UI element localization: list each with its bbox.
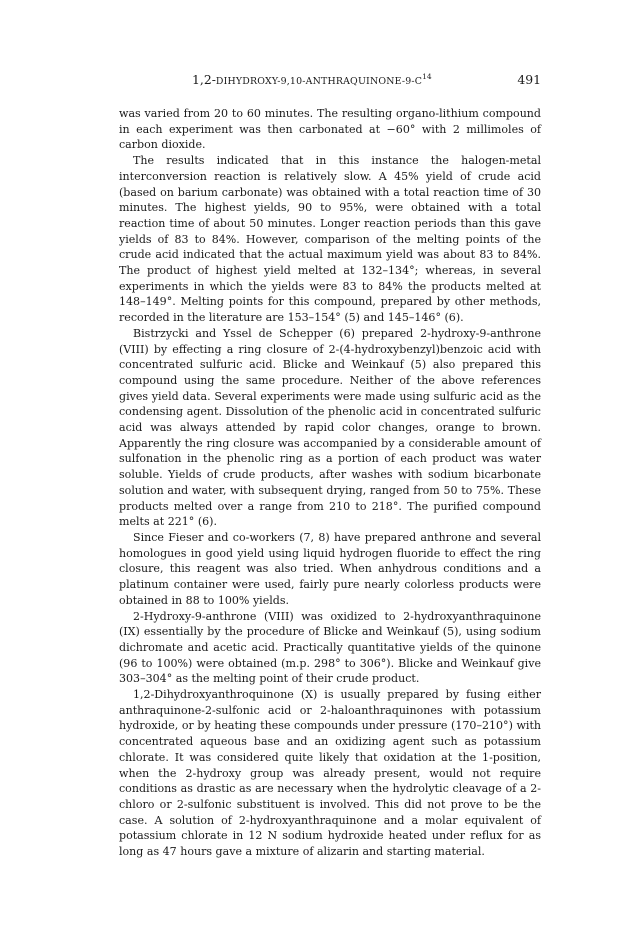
running-title-caps: DIHYDROXY-9,10-ANTHRAQUINONE-9-C [215, 76, 423, 87]
running-head [119, 72, 541, 92]
page-number: 491 [517, 72, 541, 87]
running-title-superscript: 14 [422, 72, 432, 81]
running-title-prefix: 1,2- [192, 72, 216, 87]
paragraph-halogen-metal: The results indicated that in this instance the halogen-metal interconversion reaction is relatively slow. A 45% yield of crude acid (based on barium carbonate) was obtained with a total reaction time of 30 minutes. The highest yields, 90 to 95%, were obtained with a total reaction time of about 50 minutes. Longer reaction periods than this gave yields of 83 to 84%. However, comparison of the melting points of the crude acid indicated that the actual maximum yield was about 83 to 84%. The product of highest yield melted at 132–134°; whereas, in several experiments in which the yields were 83 to 84% the products melted at 148–149°. Melting points for this compound, prepared by other methods, recorded in the literature are 153–154° (5) and 145–146° (6). [119, 154, 541, 325]
paragraph-oxidation: 2-Hydroxy-9-anthrone (VIII) was oxidized to 2-hydroxyanthraquinone (IX) essentially by the procedure of Blicke and Weinkauf (5), using sodium dichromate and acetic acid. Practically quantitative yields of the quinone (96 to 100%) were obtained (m.p. 298° to 306°). Blicke and Weinkauf give 303–304° as the melting point of their crude product. [119, 609, 541, 686]
paragraph-fieser: Since Fieser and co-workers (7, 8) have prepared anthrone and several homologues in good yield using liquid hydrogen fluoride to effect the ring closure, this reagent was also tried. When anhydrous conditions and a platinum container were used, fairly pure nearly colorless products were obtained in 88 to 100% yields. [119, 530, 541, 607]
paragraph-continued: was varied from 20 to 60 minutes. The resulting organo-lithium compound in each experiment was then carbonated at −60° with 2 millimoles of carbon dioxide. [119, 107, 541, 152]
paragraph-dihydroxyanthraquinone: 1,2-Dihydroxyanthroquinone (X) is usually prepared by fusing either anthraquinone-2-sulfonic acid or 2-haloanthraquinones with potassium hydroxide, or by heating these compounds under pressure (170–210°) with concentrated aqueous base and an oxidizing agent such as potassium chlorate. It was considered quite likely that oxidation at the 1-position, when the 2-hydroxy group was already present, would not require conditions as drastic as are necessary when the hydrolytic cleavage of a 2-chloro or 2-sulfonic substituent is involved. This did not prove to be the case. A solution of 2-hydroxyanthraquinone and a molar equivalent of potassium chlorate in 12 N sodium hydroxide heated under reflux for as long as 47 hours gave a mixture of alizarin and starting material. [119, 688, 541, 859]
running-title [192, 72, 432, 87]
body-text [119, 106, 541, 860]
paragraph-bistrzycki: Bistrzycki and Yssel de Schepper (6) prepared 2-hydroxy-9-anthrone (VIII) by effecting a ring closure of 2-(4-hydroxybenzyl)benzoic acid with concentrated sulfuric acid. Blicke and Weinkauf (5) also prepared this compound using the same procedure. Neither of the above references gives yield data. Several experiments were made using sulfuric acid as the condensing agent. Dissolution of the phenolic acid in concentrated sulfuric acid was always attended by rapid color changes, orange to brown. Apparently the ring closure was accompanied by a considerable amount of sulfonation in the phenolic ring as a portion of each product was water soluble. Yields of crude products, after washes with sodium bicarbonate solution and water, with subsequent drying, ranged from 50 to 75%. These products melted over a range from 210 to 218°. The purified compound melts at 221° (6). [119, 326, 541, 529]
